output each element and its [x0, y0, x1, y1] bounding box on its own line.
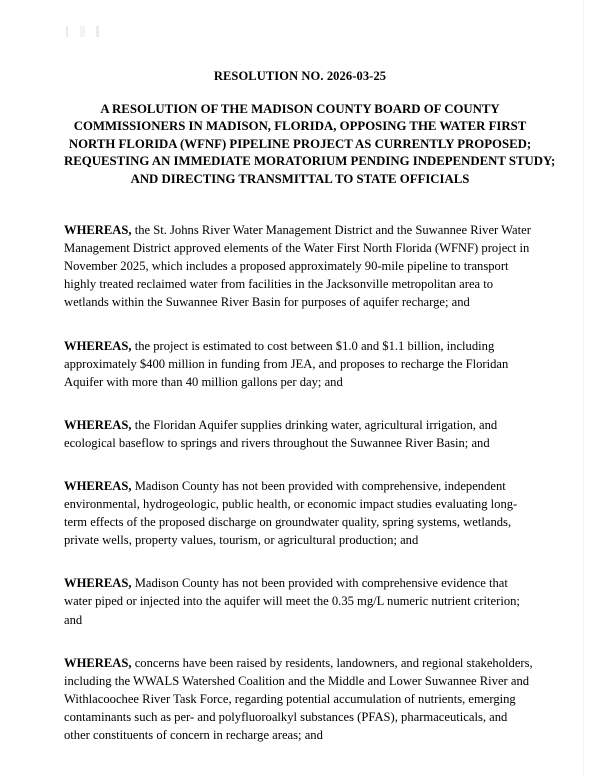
- clause-lead: WHEREAS,: [64, 478, 132, 493]
- whereas-clause: [64, 416, 536, 452]
- title-line-5: AND DIRECTING TRANSMITTAL TO STATE OFFICIALS: [130, 171, 470, 186]
- clause-lead: WHEREAS,: [64, 655, 132, 670]
- title-line-2: COMMISSIONERS IN MADISON, FLORIDA, OPPOSING THE WATER FIRST: [73, 119, 527, 134]
- whereas-clauses: [64, 221, 536, 744]
- whereas-clause: [64, 477, 536, 549]
- title-line-4: REQUESTING AN IMMEDIATE MORATORIUM PENDING INDEPENDENT STUDY;: [64, 154, 556, 169]
- whereas-clause: [64, 574, 536, 628]
- clause-text: Madison County has not been provided with comprehensive evidence that water piped or injected into the aquifer will meet the 0.35 mg/L numeric nutrient criterion; and: [64, 576, 520, 627]
- page-edge-line: [583, 0, 584, 776]
- clause-text: the St. Johns River Water Management District and the Suwannee River Water Management District approved elements of the Water First North Florida (WFNF) project in November 2025, which includes a proposed approximately 90-mile pipeline to transport highly treated reclaimed water from facilities in the Jacksonville metropolitan area to wetlands within the Suwannee River Basin for purposes of aquifer recharge; and: [64, 223, 531, 310]
- title-block: [64, 0, 556, 188]
- whereas-clause: [64, 337, 536, 391]
- resolution-number: RESOLUTION NO. 2026-03-25: [213, 69, 387, 83]
- clause-lead: WHEREAS,: [64, 576, 132, 591]
- resolution-title: [64, 101, 556, 188]
- clause-text: the Floridan Aquifer supplies drinking water, agricultural irrigation, and ecological baseflow to springs and rivers throughout the Suwannee River Basin; and: [64, 417, 498, 450]
- clause-lead: WHEREAS,: [64, 417, 132, 432]
- clause-lead: WHEREAS,: [64, 223, 132, 238]
- clause-text: the project is estimated to cost between $1.0 and $1.1 billion, including approximately $400 million in funding from JEA, and proposes to recharge the Floridan Aquifer with more than 40 million gallons per day; and: [64, 338, 509, 389]
- whereas-clause: [64, 654, 536, 744]
- clause-text: concerns have been raised by residents, landowners, and regional stakeholders, including the WWALS Watershed Coalition and the Middle and Lower Suwannee River and Withlacoochee River Task Force, regarding potential accumulation of nutrients, emerging contaminants such as per- and polyfluoroalkyl substances (PFAS), pharmaceuticals, and other constituents of concern in recharge areas; and: [64, 655, 533, 742]
- document-content: [64, 0, 556, 744]
- clause-lead: WHEREAS,: [64, 338, 132, 353]
- clause-text: Madison County has not been provided with comprehensive, independent environmental, hydrogeologic, public health, or economic impact studies evaluating long-term effects of the proposed discharge on groundwater quality, spring systems, wetlands, private wells, property values, tourism, or agricultural production; and: [64, 478, 518, 548]
- whereas-clause: [64, 221, 536, 311]
- title-line-1: A RESOLUTION OF THE MADISON COUNTY BOARD OF COUNTY: [100, 102, 500, 116]
- title-line-3: NORTH FLORIDA (WFNF) PIPELINE PROJECT AS CURRENTLY PROPOSED;: [68, 136, 532, 151]
